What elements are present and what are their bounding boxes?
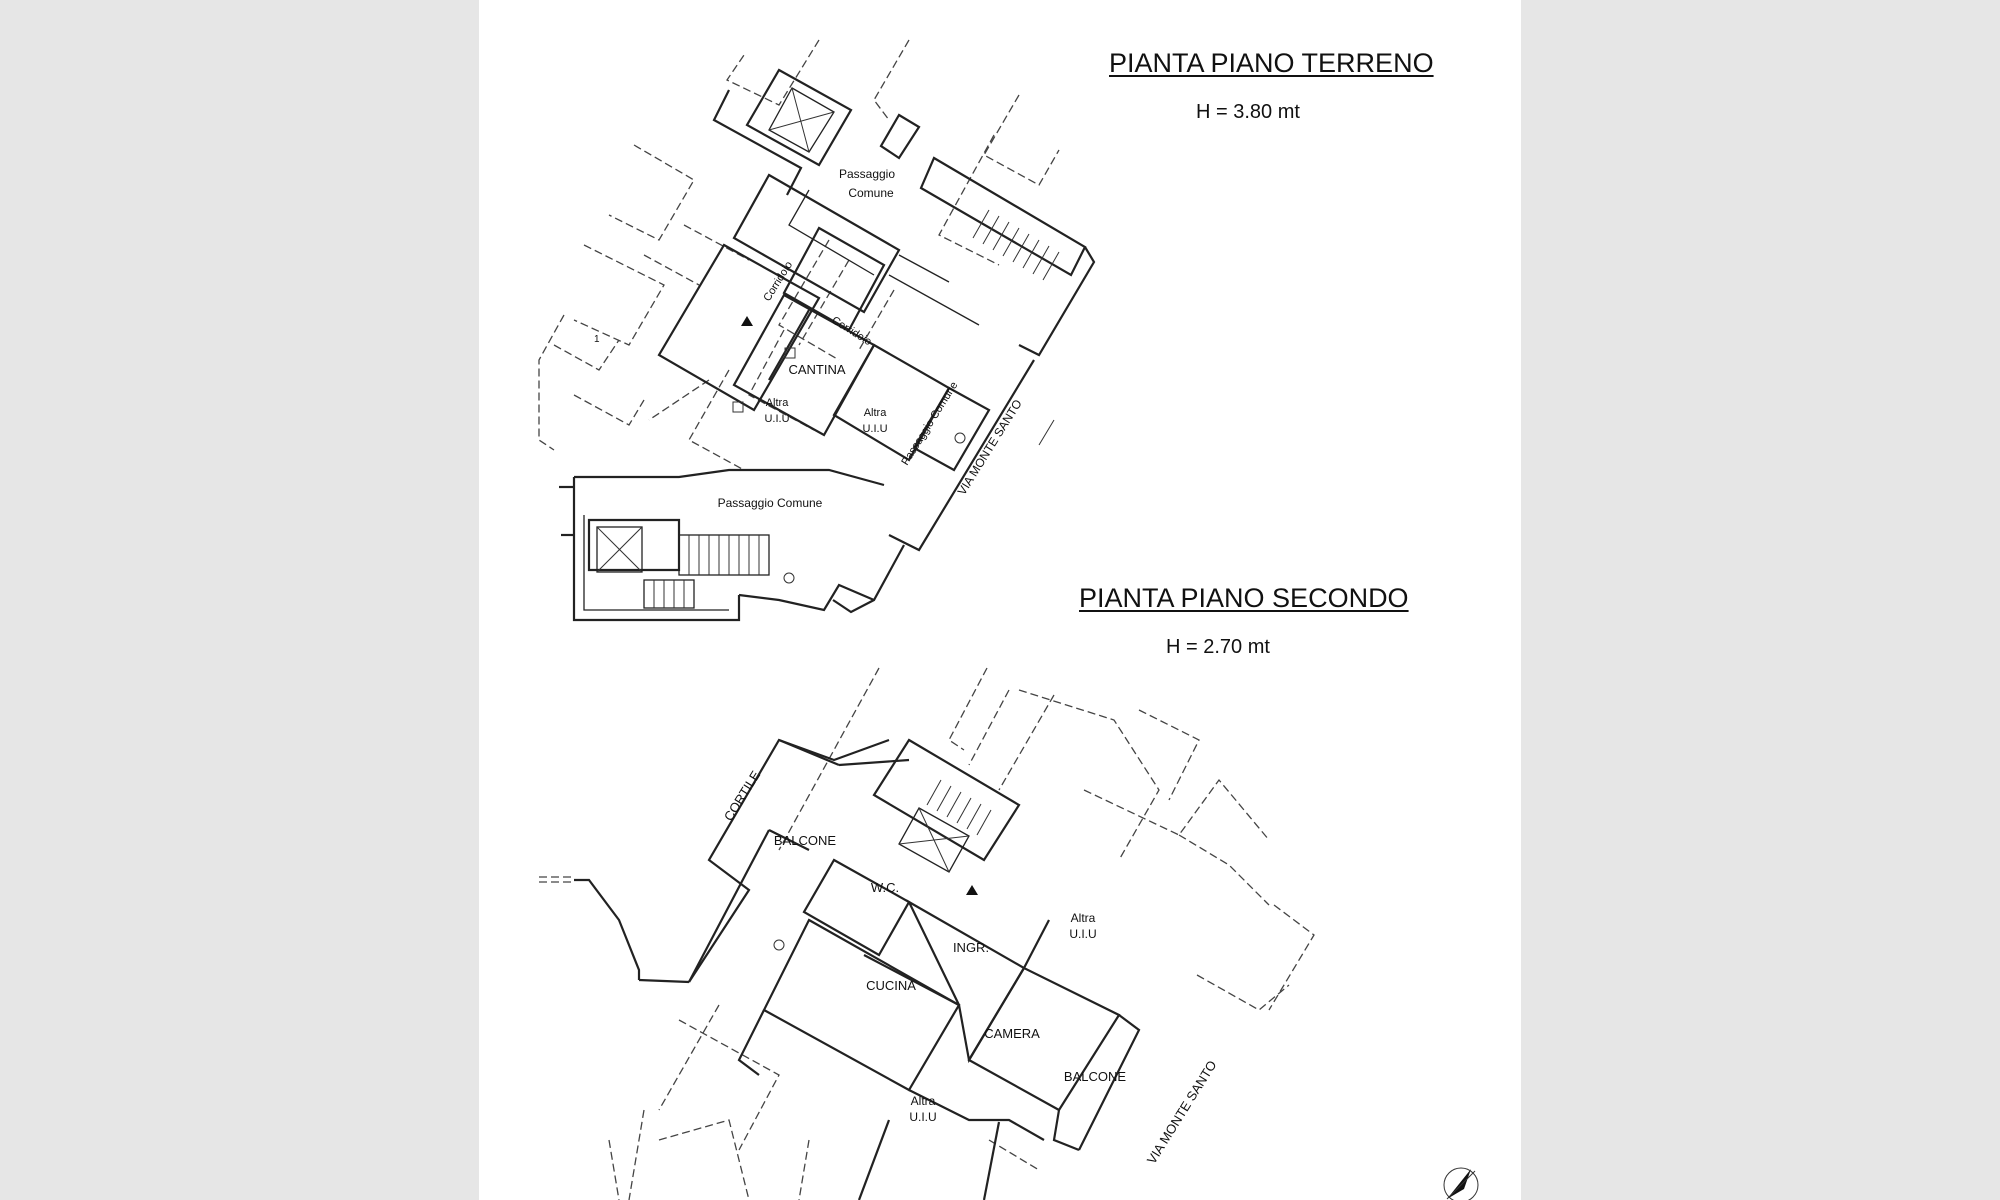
label-altra-uiu: Altra — [765, 397, 789, 409]
label-altra-uiu: Altra — [863, 407, 887, 419]
ground-floor-plan — [539, 40, 1094, 620]
stairs-icon — [927, 780, 991, 835]
label-passaggio-comune: Passaggio Comune — [717, 496, 823, 510]
entrance-arrow-icon — [966, 885, 978, 895]
label-altra-uiu: U.I.U — [1069, 927, 1097, 941]
ground-floor-rooms — [659, 175, 989, 470]
label-passaggio-comune-diagonal: Passaggio Comune — [899, 379, 961, 468]
label-cucina: CUCINA — [866, 978, 916, 993]
label-cantina: CANTINA — [788, 362, 846, 377]
label-balcone: BALCONE — [773, 833, 837, 848]
ground-floor-title: PIANTA PIANO TERRENO — [1109, 48, 1434, 78]
label-altra-uiu: Altra — [1070, 911, 1096, 925]
ground-floor-height: H = 3.80 mt — [1196, 101, 1300, 123]
label-street: VIA MONTE SANTO — [954, 397, 1025, 498]
second-floor-plan — [539, 668, 1478, 1200]
second-floor-labels — [721, 768, 1220, 1167]
street-facade — [833, 158, 1094, 612]
label-altra-uiu: U.I.U — [909, 1110, 937, 1124]
label-marker: 1 — [594, 334, 600, 345]
floor-plan-sheet — [479, 0, 1521, 1200]
label-altra-uiu: U.I.U — [764, 413, 790, 425]
label-camera: CAMERA — [984, 1026, 1040, 1041]
label-cortile: CORTILE — [720, 768, 764, 824]
label-ingresso: INGR. — [952, 940, 990, 955]
label-balcone: BALCONE — [1063, 1069, 1127, 1084]
label-corridoio: Corridoio — [829, 314, 874, 349]
label-street: VIA MONTE SANTO — [1143, 1057, 1220, 1167]
second-floor-title: PIANTA PIANO SECONDO — [1079, 583, 1409, 613]
label-wc: W.C. — [870, 880, 900, 895]
stairs-icon — [973, 210, 1059, 280]
label-passaggio-comune: Comune — [848, 186, 894, 200]
label-altra-uiu: Altra — [910, 1094, 936, 1108]
label-passaggio-comune: Passaggio — [838, 167, 896, 181]
label-altra-uiu: U.I.U — [862, 423, 888, 435]
apartment-walls — [574, 740, 1139, 1200]
label-corridoio: Corridoio — [761, 259, 796, 304]
entrance-arrow-icon — [741, 316, 753, 326]
north-arrow-icon — [1444, 1168, 1478, 1200]
second-floor-height: H = 2.70 mt — [1166, 636, 1270, 658]
floor-plan-drawing — [479, 0, 1521, 1200]
